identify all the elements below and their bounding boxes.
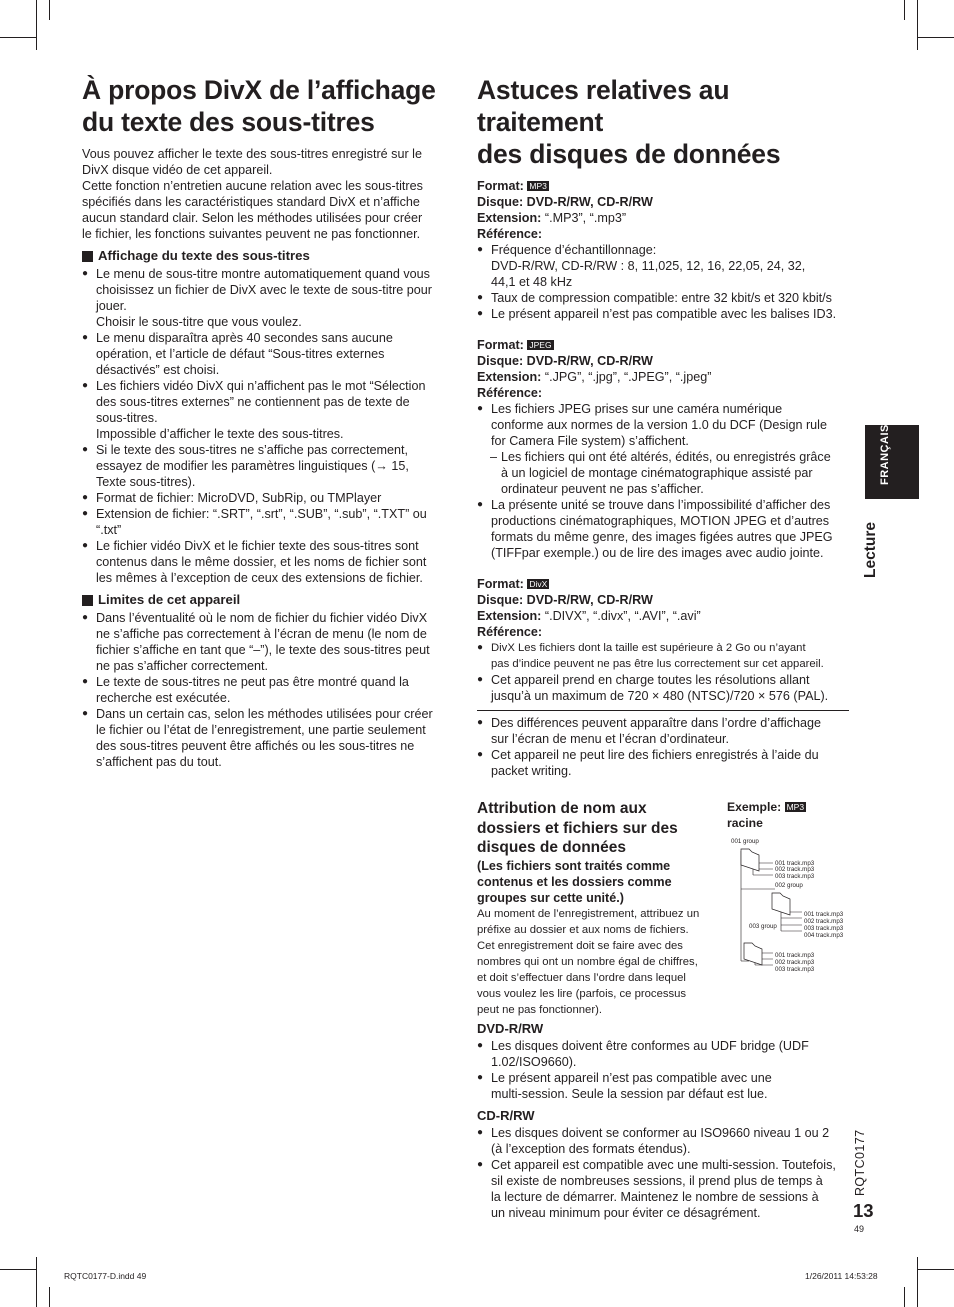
divx-format-block: Format: DivX Disque: DVD-R/RW, CD-R/RW Extension: “.DIVX”, “.divx”, “.AVI”, “.avi” Référence: ● DivX Les fichiers dont la taille est supérieure à 2 Go ou n’ayant pas d’indice peuvent ne pas être lus correctement sur cet appareil. ● Cet appareil prend en charge toutes les résolutions allant jusqu’à un maximum de 720 × 480 (NTSC)/720 × 576 (PAL). (477, 576, 849, 704)
folder-label: 002 group (775, 882, 803, 889)
page-number: 13 (853, 1200, 874, 1221)
file-label: 003 track.mp3 (804, 925, 844, 932)
mp3-badge: MP3 (529, 181, 547, 191)
list-item: ● Dans un certain cas, selon les méthodes utilisées pour créer le fichier ou l’état de l’enregistrement, une partie seulement des sous-titres peuvent être affichés ou les sous-titres ne s’affichent pas du tout. (82, 706, 454, 770)
jpeg-badge: JPEG (529, 340, 552, 350)
footer-date: 1/26/2011 14:53:28 (805, 1271, 878, 1281)
crop-mark (49, 0, 50, 20)
list-item: ● Dans l’éventualité où le nom de fichier du fichier vidéo DivX ne s’affiche pas correctement à l’écran de menu (le nom de fichier s’affiche en tant que “–”), le texte des sous-titres peut ne pas s’afficher correctement. (82, 610, 454, 674)
file-label: 001 track.mp3 (804, 911, 844, 918)
left-column (82, 74, 454, 770)
list-item: ● Extension de fichier: “.SRT”, “.srt”, “.SUB”, “.sub”, “.TXT” ou “.txt” (82, 506, 454, 538)
list-item: ● DivX Les fichiers dont la taille est supérieure à 2 Go ou n’ayant pas d’indice peuvent ne pas être lus correctement sur cet appareil. (477, 640, 849, 672)
jpeg-reference-list (477, 401, 849, 449)
general-notes-list (477, 715, 849, 779)
file-label: 002 track.mp3 (775, 959, 815, 966)
left-title: À propos DivX de l’affichage du texte des sous-titres (82, 75, 436, 137)
list-item: ● Le présent appareil n’est pas compatible avec les balises ID3. (477, 306, 849, 322)
folder-label: 001 group (731, 838, 759, 845)
cd-list (477, 1125, 849, 1221)
crop-mark (904, 0, 905, 20)
page-number-small: 49 (854, 1224, 865, 1234)
cd-heading: CD-R/RW (477, 1108, 535, 1123)
crop-mark (904, 1287, 905, 1307)
list-item: ● Le menu de sous-titre montre automatiquement quand vous choisissez un fichier de DivX avec le texte de sous-titre pour jouer. Choisir le sous-titre que vous voulez. (82, 266, 454, 330)
list-item: ● Les fichiers vidéo DivX qui n’affichent pas le mot “Sélection des sous-titres externes” ne contiennent pas de texte de sous-titres. Impossible d’afficher le texte des sous-titres. (82, 378, 454, 442)
crop-mark (36, 0, 37, 50)
section-label: Lecture (862, 522, 879, 578)
folder-example: Exemple: MP3 racine 001 group 001 track.mp3 002 track.mp3 003 track.mp3 002 group 001 track.mp3 002 track.mp3 003 track.mp3 004 track.mp3 003 group 001 track.mp3 002 track.mp3 003 track.mp3 (727, 799, 852, 991)
file-label: 004 track.mp3 (804, 932, 844, 939)
mp3-reference-list (477, 242, 849, 322)
list-item: ● Des différences peuvent apparaître dans l’ordre d’affichage sur l’écran de menu et l’écran d’ordinateur. (477, 715, 849, 747)
file-label: 001 track.mp3 (775, 952, 815, 959)
list-item: ● Si le texte des sous-titres ne s’affiche pas correctement, essayez de modifier les paramètres linguistiques (→ 15, Texte sous-titres). (82, 442, 454, 490)
naming-title: Attribution de nom aux dossiers et fichiers sur des disques de données (477, 800, 678, 856)
list-item: ● La présente unité se trouve dans l’impossibilité d’afficher des productions cinématographiques, MOTION JPEG et d’autres formats du même genre, des images figées autres que JPEG (TIFFpar exemple.) ou de lire des images avec audio jointe. (477, 497, 849, 561)
crop-mark (917, 1269, 954, 1270)
file-label: 001 track.mp3 (775, 860, 815, 867)
list-item: ● Les disques doivent se conformer au ISO9660 niveau 1 ou 2 (à l’exception des formats étendus). (477, 1125, 849, 1157)
list-item: ● Cet appareil prend en charge toutes les résolutions allant jusqu’à un maximum de 720 × 480 (NTSC)/720 × 576 (PAL). (477, 672, 849, 704)
model-number: RQTC0177 (853, 1129, 867, 1196)
naming-section (477, 799, 849, 1019)
divider (477, 710, 849, 711)
right-title: Astuces relatives au traitement des disques de données (477, 75, 781, 169)
dvd-list (477, 1038, 849, 1102)
section-heading-device-limits: Limites de cet appareil (82, 592, 454, 608)
divx-badge: DivX (529, 579, 548, 589)
list-item: ● Le texte de sous-titres ne peut pas être montré quand la recherche est exécutée. (82, 674, 454, 706)
jpeg-format-block: Format: JPEG Disque: DVD-R/RW, CD-R/RW Extension: “.JPG”, “.jpg”, “.JPEG”, “.jpeg” Référence: ● Les fichiers JPEG prises sur une caméra numérique conforme aux normes de la version 1.0 du DCF (Design rule for Camera File system) s’affichent. – Les fichiers qui ont été altérés, édités, ou enregistrés grâce à un logiciel de montage cinématographique assisté par ordinateur peuvent ne pas s’afficher. ● La présente unité se trouve dans l’impossibilité d’afficher des productions cinématographiques, MOTION JPEG et d’autres formats du même genre, des images figées autres que JPEG (TIFFpar exemple.) ou de lire des images avec audio jointe. (477, 337, 849, 561)
divx-reference-list (477, 640, 849, 704)
square-bullet-icon (82, 251, 93, 262)
naming-body: Au moment de l’enregistrement, attribuez un préfixe au dossier et aux noms de fichiers. Cet enregistrement doit se faire avec des nombres qui ont un nombre égal de chiffres, et doit s’effectuer dans l’ordre dans lequel vous voulez les lire (parfois, ce processus peut ne pas fonctionner). (477, 907, 700, 1016)
crop-mark (917, 0, 918, 50)
crop-mark (917, 37, 954, 38)
list-item: ● Les fichiers JPEG prises sur une caméra numérique conforme aux normes de la version 1.0 du DCF (Design rule for Camera File system) s’affichent. (477, 401, 849, 449)
list-item: ● Les disques doivent être conformes au UDF bridge (UDF 1.02/ISO9660). (477, 1038, 849, 1070)
right-column (477, 74, 849, 1221)
file-label: 002 track.mp3 (804, 918, 844, 925)
dvd-heading: DVD-R/RW (477, 1021, 544, 1036)
subtitle-display-list (82, 266, 454, 586)
folder-label: 003 group (749, 923, 777, 930)
dash-item: – Les fichiers qui ont été altérés, édités, ou enregistrés grâce à un logiciel de montage cinématographique assisté par ordinateur peuvent ne pas s’afficher. (477, 449, 849, 497)
crop-mark (0, 37, 37, 38)
section-heading-subtitle-display: Affichage du texte des sous-titres (82, 248, 454, 264)
crop-mark (917, 1257, 918, 1307)
folder-tree-diagram (727, 831, 849, 991)
naming-note: (Les fichiers sont traités comme contenus et les dossiers comme groupes sur cette unité.) (477, 858, 672, 905)
list-item: ● Fréquence d’échantillonnage: DVD-R/RW, CD-R/RW : 8, 11,025, 12, 16, 22,05, 24, 32, 44,1 et 48 kHz (477, 242, 849, 290)
crop-mark (49, 1287, 50, 1307)
list-item: ● Le fichier vidéo DivX et le fichier texte des sous-titres sont contenus dans le même dossier, et les noms de fichier sont les mêmes à l’exception de ceux des extensions de fichier. (82, 538, 454, 586)
file-label: 003 track.mp3 (775, 873, 815, 880)
square-bullet-icon (82, 595, 93, 606)
crop-mark (0, 1269, 37, 1270)
device-limits-list (82, 610, 454, 770)
file-label: 003 track.mp3 (775, 966, 815, 973)
left-intro: Vous pouvez afficher le texte des sous-titres enregistré sur le DivX disque vidéo de cet appareil. Cette fonction n’entretien aucune relation avec les sous-titres spécifiés dans les caractéristiques standard DivX et n’affiche aucun standard clair. Selon les méthodes utilisées pour créer le fichier, les fonctions suivantes peuvent ne pas fonctionner. (82, 147, 423, 241)
list-item: ● Cet appareil ne peut lire des fichiers enregistrés à l’aide du packet writing. (477, 747, 849, 779)
mp3-badge: MP3 (786, 802, 805, 812)
list-item: ● Le menu disparaîtra après 40 secondes sans aucune opération, et l’article de défaut “Sous-titres externes désactivés” est choisi. (82, 330, 454, 378)
file-label: 002 track.mp3 (775, 866, 815, 873)
list-item: ● Taux de compression compatible: entre 32 kbit/s et 320 kbit/s (477, 290, 849, 306)
crop-mark (36, 1257, 37, 1307)
list-item: ● Cet appareil est compatible avec une multi-session. Toutefois, sil existe de nombreuses sessions, il prend plus de temps à la lecture de démarrer. Maintenez le nombre de sessions à un niveau minimum pour éviter ce désagrément. (477, 1157, 849, 1221)
language-tab: FRANÇAIS (865, 425, 919, 499)
mp3-format-block: Format: MP3 Disque: DVD-R/RW, CD-R/RW Extension: “.MP3”, “.mp3” Référence: ● Fréquence d’échantillonnage: DVD-R/RW, CD-R/RW : 8, 11,025, 12, 16, 22,05, 24, 32, 44,1 et 48 kHz ● Taux de compression compatible: entre 32 kbit/s et 320 kbit/s ● Le présent appareil n’est pas compatible avec les balises ID3. (477, 178, 849, 322)
list-item: ● Le présent appareil n’est pas compatible avec une multi-session. Seule la session par défaut est lue. (477, 1070, 849, 1102)
list-item: ● Format de fichier: MicroDVD, SubRip, ou TMPlayer (82, 490, 454, 506)
footer-file: RQTC0177-D.indd 49 (64, 1271, 147, 1281)
